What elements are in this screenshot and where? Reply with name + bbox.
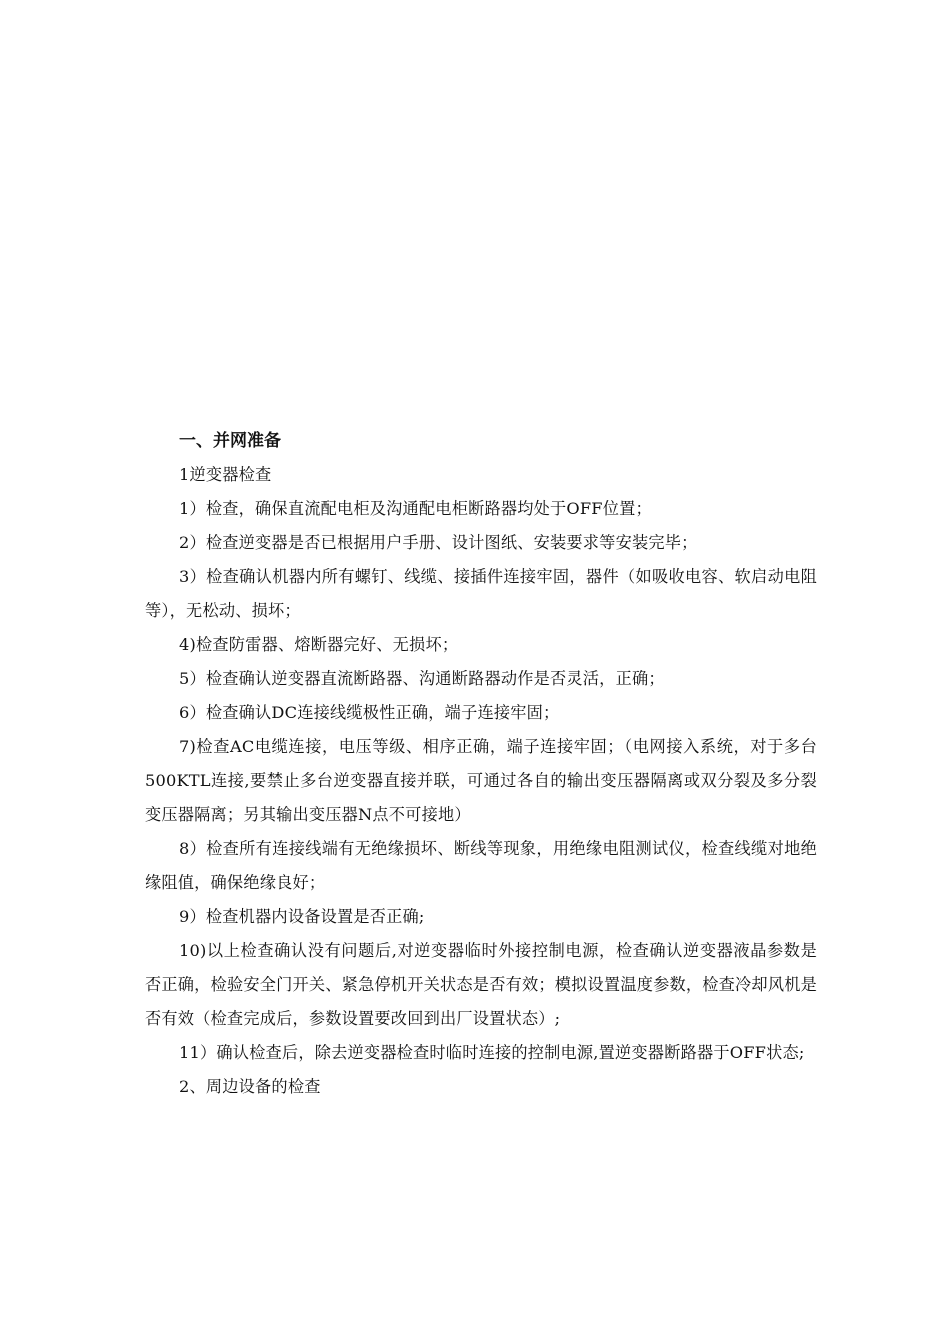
paragraph: 8）检查所有连接线端有无绝缘损坏、断线等现象，用绝缘电阻测试仪，检查线缆对地绝缘阻值，确保绝缘良好； [145, 839, 817, 892]
paragraph: 4)检查防雷器、熔断器完好、无损坏； [179, 635, 459, 654]
section-title: 一、并网准备 [179, 431, 281, 451]
paragraph: 3）检查确认机器内所有螺钉、线缆、接插件连接牢固，器件（如吸收电容、软启动电阻等），无松动、损坏； [145, 567, 817, 620]
paragraph: 6）检查确认DC连接线缆极性正确，端子连接牢固； [179, 703, 560, 722]
subsection-heading: 2、周边设备的检查 [179, 1077, 321, 1096]
paragraph: 2）检查逆变器是否已根据用户手册、设计图纸、安装要求等安装完毕； [179, 533, 698, 552]
document-body [145, 424, 817, 1104]
paragraph: 1）检查，确保直流配电柜及沟通配电柜断路器均处于OFF位置； [179, 499, 652, 518]
paragraph: 10)以上检查确认没有问题后,对逆变器临时外接控制电源，检查确认逆变器液晶参数是否正确，检验安全门开关、紧急停机开关状态是否有效；模拟设置温度参数，检查冷却风机是否有效（检查完成后，参数设置要改回到出厂设置状态）; [145, 941, 817, 1028]
subsection-heading: 1逆变器检查 [179, 465, 272, 484]
paragraph: 9）检查机器内设备设置是否正确; [179, 907, 425, 926]
paragraph: 7)检查AC电缆连接，电压等级、相序正确，端子连接牢固；（电网接入系统，对于多台500KTL连接,要禁止多台逆变器直接并联，可通过各自的输出变压器隔离或双分裂及多分裂变压器隔离；另其输出变压器N点不可接地） [145, 737, 817, 824]
paragraph: 5）检查确认逆变器直流断路器、沟通断路器动作是否灵活，正确； [179, 669, 665, 688]
paragraph: 11）确认检查后，除去逆变器检查时临时连接的控制电源,置逆变器断路器于OFF状态; [179, 1043, 805, 1062]
